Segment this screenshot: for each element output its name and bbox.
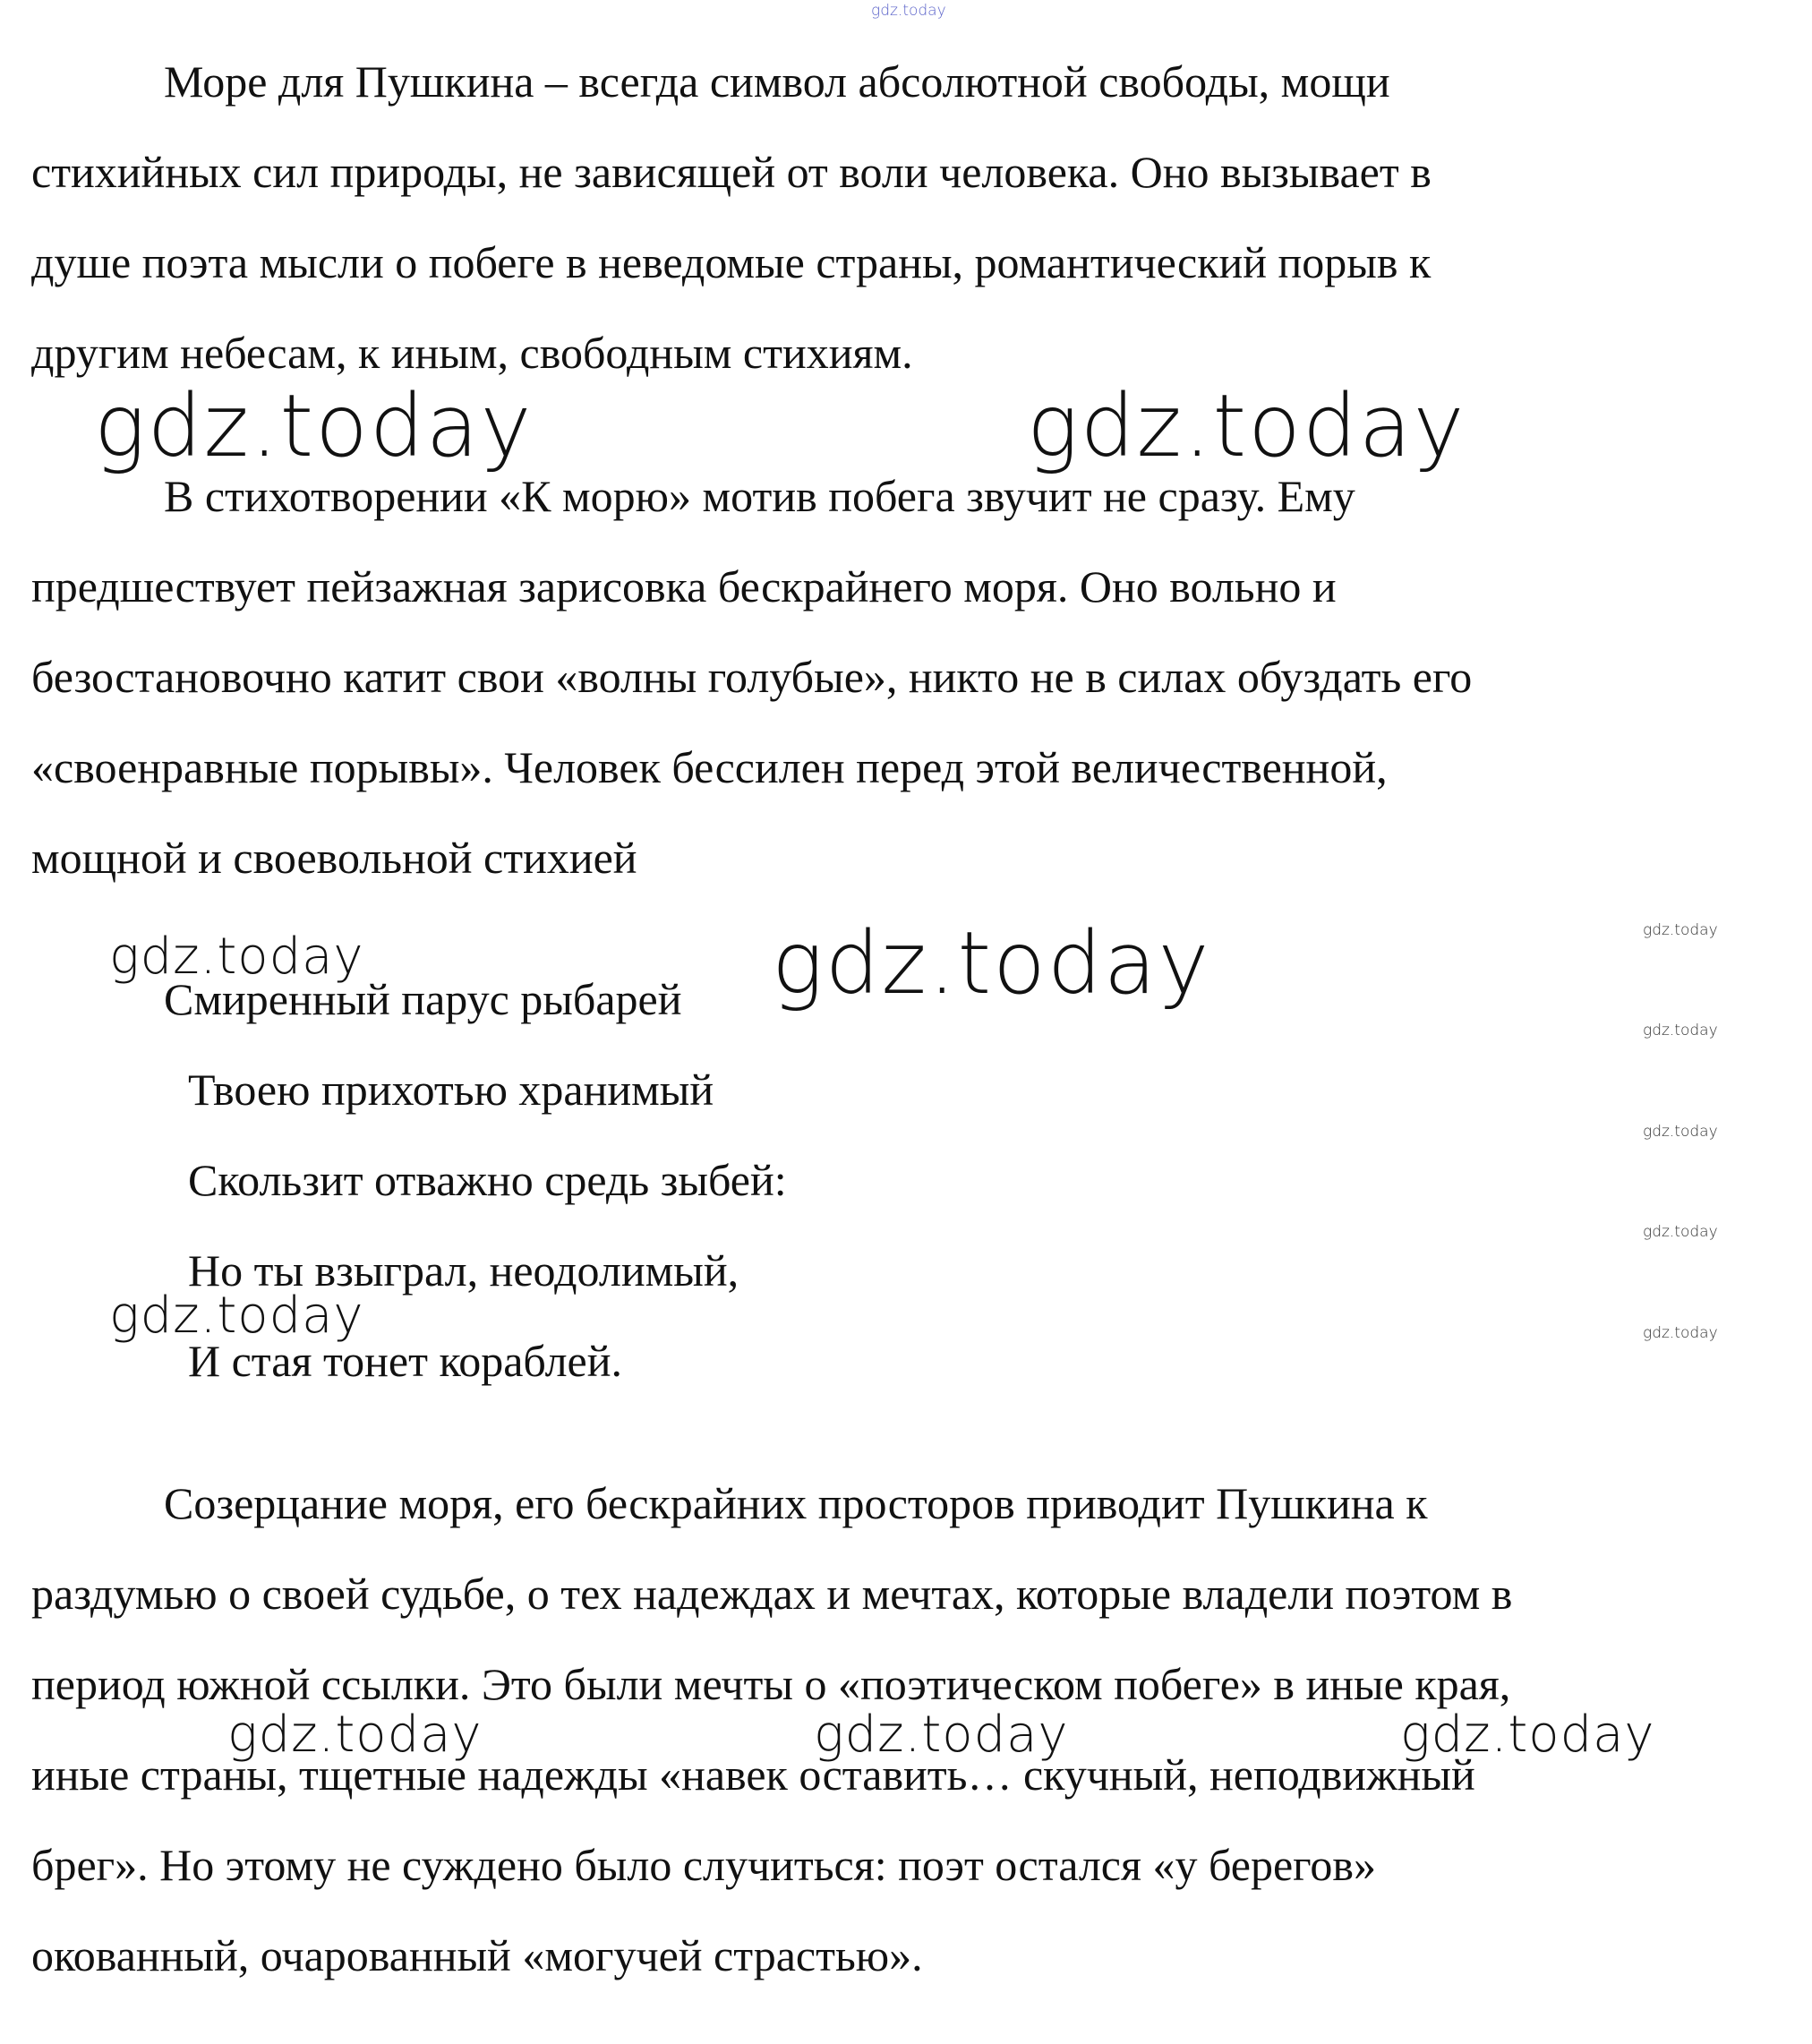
watermark-medium: gdz.today <box>109 1287 364 1345</box>
paragraph3-line-6: окованный, очарованный «могучей страстью». <box>31 1930 923 1980</box>
watermark-medium: gdz.today <box>814 1706 1069 1764</box>
watermark-large: gdz.today <box>1027 376 1466 476</box>
verse-line-3: Скользит отважно средь зыбей: <box>188 1155 787 1205</box>
verse-line-2: Твоею прихотью хранимый <box>188 1065 714 1115</box>
paragraph3-line-1: Созерцание моря, его бескрайних просторов приводит Пушкина к <box>164 1478 1428 1528</box>
paragraph2-line-1: В стихотворении «К морю» мотив побега звучит не сразу. Ему <box>164 471 1355 521</box>
paragraph1-line-1: Море для Пушкина – всегда символ абсолютной свободы, мощи <box>164 56 1390 107</box>
watermark-medium: gdz.today <box>1400 1706 1655 1764</box>
paragraph1-line-2: стихийных сил природы, не зависящей от воли человека. Оно вызывает в <box>31 147 1432 197</box>
watermark-top: gdz.today <box>871 2 946 20</box>
paragraph1-line-3: душе поэта мысли о побеге в неведомые страны, романтический порыв к <box>31 237 1432 287</box>
paragraph2-line-5: мощной и своевольной стихией <box>31 833 637 883</box>
paragraph2-line-3: безостановочно катит свои «волны голубые», никто не в силах обуздать его <box>31 652 1473 702</box>
watermark-medium: gdz.today <box>227 1706 483 1764</box>
verse-line-1: Смиренный парус рыбарей <box>164 974 682 1024</box>
watermark-small: gdz.today <box>1643 1022 1718 1039</box>
paragraph3-line-5: брег». Но этому не суждено было случиться: поэт остался «у берегов» <box>31 1840 1377 1890</box>
watermark-small: gdz.today <box>1643 1324 1718 1342</box>
paragraph3-line-4: иные страны, тщетные надежды «навек оставить… скучный, неподвижный <box>31 1749 1475 1800</box>
watermark-large: gdz.today <box>772 913 1211 1013</box>
verse-line-4: Но ты взыграл, неодолимый, <box>188 1245 739 1296</box>
verse-line-5: И стая тонет кораблей. <box>188 1336 622 1386</box>
paragraph3-line-3: период южной ссылки. Это были мечты о «поэтическом побеге» в иные края, <box>31 1659 1511 1709</box>
watermark-small: gdz.today <box>1643 1223 1718 1241</box>
watermark-large: gdz.today <box>94 376 534 476</box>
paragraph3-line-2: раздумью о своей судьбе, о тех надеждах и мечтах, которые владели поэтом в <box>31 1569 1513 1619</box>
paragraph2-line-2: предшествует пейзажная зарисовка бескрайнего моря. Оно вольно и <box>31 561 1337 611</box>
watermark-small: gdz.today <box>1643 1123 1718 1141</box>
paragraph2-line-4: «своенравные порывы». Человек бессилен перед этой величественной, <box>31 742 1388 792</box>
watermark-small: gdz.today <box>1643 921 1718 939</box>
watermark-medium: gdz.today <box>109 928 364 986</box>
paragraph1-line-4: другим небесам, к иным, свободным стихиям. <box>31 328 913 378</box>
